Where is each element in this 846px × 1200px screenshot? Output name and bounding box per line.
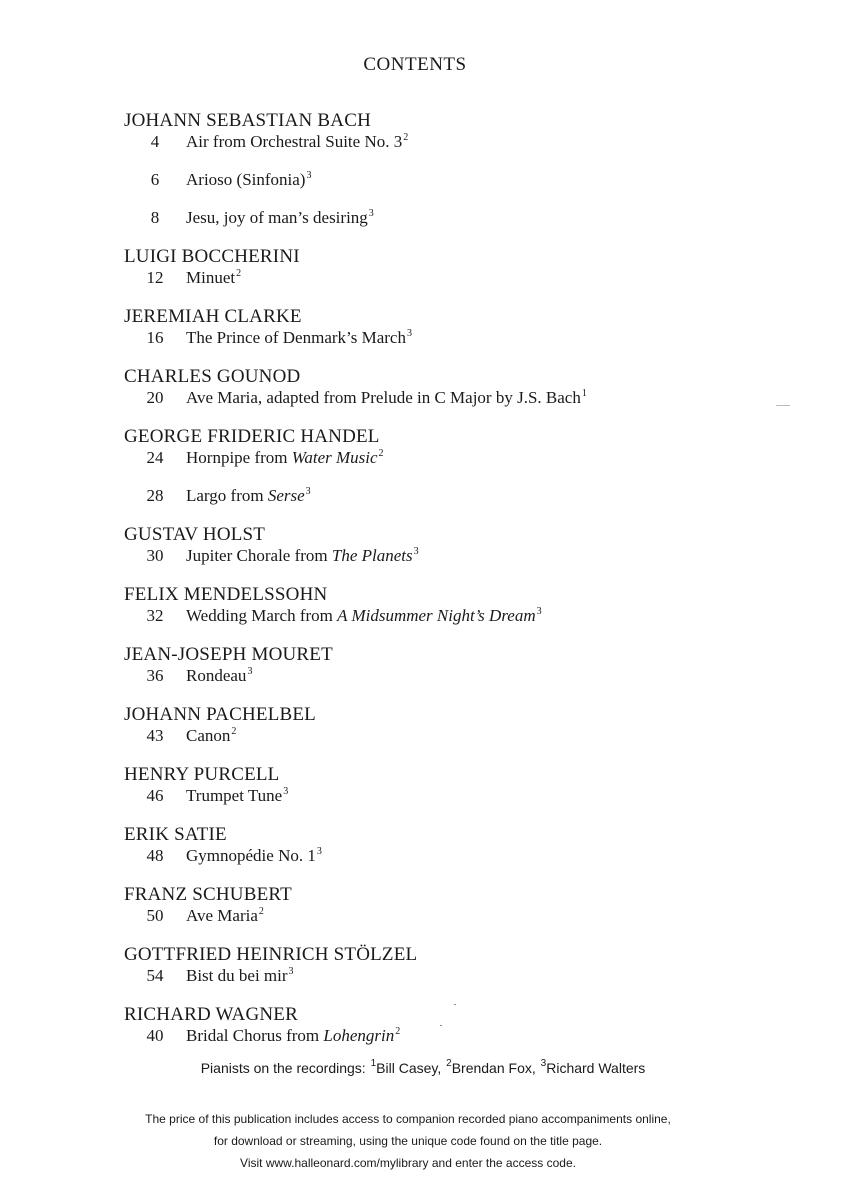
composer-section bbox=[124, 704, 804, 746]
page-title: CONTENTS bbox=[363, 54, 467, 75]
pianist-footnote-marker: 3 bbox=[316, 846, 322, 857]
pianist-name: Richard Walters bbox=[546, 1060, 646, 1076]
page-number: 43 bbox=[146, 726, 164, 745]
piece-title-text: Air from Orchestral Suite No. 3 bbox=[186, 132, 403, 151]
pianist-footnote-marker: 3 bbox=[536, 606, 542, 617]
page-number: 46 bbox=[146, 786, 164, 805]
composer-section bbox=[124, 110, 804, 228]
piece-title bbox=[186, 132, 804, 152]
piece-title-text: Ave Maria, adapted from Prelude in C Major by J.S. Bach bbox=[186, 388, 581, 407]
composer-section bbox=[124, 584, 804, 626]
pianist-footnote-marker: 2 bbox=[258, 906, 264, 917]
composer-section bbox=[124, 884, 804, 926]
composer-section bbox=[124, 824, 804, 866]
page-number: 6 bbox=[150, 170, 160, 189]
piece-title-text: Minuet bbox=[186, 268, 236, 287]
toc-entry bbox=[124, 1026, 804, 1046]
toc-entry bbox=[124, 726, 804, 746]
page-number: 28 bbox=[146, 486, 164, 505]
composer-section bbox=[124, 246, 804, 288]
piece-title bbox=[186, 328, 804, 348]
composer-name: FELIX MENDELSSOHN bbox=[124, 584, 328, 605]
notice-line: Visit www.halleonard.com/mylibrary and enter the access code. bbox=[240, 1156, 576, 1170]
composer-name: ERIK SATIE bbox=[124, 824, 227, 845]
composer-name: LUIGI BOCCHERINI bbox=[124, 246, 300, 267]
toc-entry bbox=[124, 170, 804, 190]
piece-title bbox=[186, 726, 804, 746]
pianist-footnote-marker: 3 bbox=[413, 546, 419, 557]
piece-title bbox=[186, 666, 804, 686]
piece-title-text: Canon bbox=[186, 726, 231, 745]
piece-title-text: Ave Maria bbox=[186, 906, 258, 925]
composer-name: HENRY PURCELL bbox=[124, 764, 280, 785]
piece-title-text: Gymnopédie No. 1 bbox=[186, 846, 316, 865]
pianist-footnote-marker: 2 bbox=[378, 448, 384, 459]
toc-entry bbox=[124, 906, 804, 926]
access-notice bbox=[0, 1108, 816, 1174]
composer-name: FRANZ SCHUBERT bbox=[124, 884, 292, 905]
toc-entry bbox=[124, 966, 804, 986]
page-number: 30 bbox=[146, 546, 164, 565]
work-title-italic: Water Music bbox=[291, 448, 378, 467]
pianist-footnote-marker: 1 bbox=[581, 388, 587, 399]
pianist-footnote-marker: 3 bbox=[368, 208, 374, 219]
scan-speck bbox=[440, 1025, 442, 1026]
composer-name: RICHARD WAGNER bbox=[124, 1004, 298, 1025]
toc-entry bbox=[124, 388, 804, 408]
toc-entry bbox=[124, 546, 804, 566]
toc-entry bbox=[124, 328, 804, 348]
work-title-italic: The Planets bbox=[331, 546, 413, 565]
pianist-footnote-marker: 2 bbox=[236, 268, 242, 279]
page-number: 48 bbox=[146, 846, 164, 865]
toc-entry bbox=[124, 666, 804, 686]
piece-title bbox=[186, 846, 804, 866]
composer-name: JOHANN PACHELBEL bbox=[124, 704, 316, 725]
page-number: 16 bbox=[146, 328, 164, 347]
piece-title bbox=[186, 546, 804, 566]
piece-title bbox=[186, 486, 804, 506]
piece-title-text: Wedding March from bbox=[186, 606, 338, 625]
notice-line: for download or streaming, using the unique code found on the title page. bbox=[213, 1134, 603, 1148]
piece-title bbox=[186, 906, 804, 926]
composer-section bbox=[124, 944, 804, 986]
composer-name: GEORGE FRIDERIC HANDEL bbox=[124, 426, 380, 447]
pianist-footnote-marker: 3 bbox=[406, 328, 412, 339]
notice-line: The price of this publication includes access to companion recorded piano accompaniments online, bbox=[145, 1112, 671, 1126]
piece-title-text: Bist du bei mir bbox=[186, 966, 288, 985]
composer-section bbox=[124, 644, 804, 686]
composer-name: JEREMIAH CLARKE bbox=[124, 306, 302, 327]
composer-name: JEAN-JOSEPH MOURET bbox=[124, 644, 333, 665]
scan-speck bbox=[776, 405, 790, 406]
piece-title bbox=[186, 208, 804, 228]
table-of-contents bbox=[124, 110, 804, 1064]
page-number: 12 bbox=[146, 268, 164, 287]
page-number: 24 bbox=[146, 448, 164, 467]
composer-section bbox=[124, 306, 804, 348]
pianist-footnote-marker: 3 bbox=[306, 170, 312, 181]
work-title-italic: A Midsummer Night’s Dream bbox=[337, 606, 536, 625]
piece-title-text: Hornpipe from bbox=[186, 448, 292, 467]
piece-title-text: Rondeau bbox=[186, 666, 247, 685]
piece-title-text: Jupiter Chorale from bbox=[186, 546, 332, 565]
piece-title bbox=[186, 966, 804, 986]
page-number: 20 bbox=[146, 388, 164, 407]
work-title-italic: Serse bbox=[267, 486, 305, 505]
pianists-credit bbox=[0, 1060, 846, 1076]
pianist-footnote-marker: 3 bbox=[305, 486, 311, 497]
toc-entry bbox=[124, 846, 804, 866]
piece-title bbox=[186, 388, 804, 408]
pianist-footnote-marker: 2 bbox=[231, 726, 237, 737]
piece-title bbox=[186, 1026, 804, 1046]
piece-title bbox=[186, 268, 804, 288]
piece-title bbox=[186, 786, 804, 806]
pianist-name: Brendan Fox bbox=[451, 1060, 532, 1076]
piece-title-text: Bridal Chorus from bbox=[186, 1026, 324, 1045]
pianist-number: 1 bbox=[370, 1058, 377, 1069]
piece-title-text: Trumpet Tune bbox=[186, 786, 283, 805]
pianist-footnote-marker: 2 bbox=[395, 1026, 401, 1037]
piece-title bbox=[186, 606, 804, 626]
toc-entry bbox=[124, 448, 804, 468]
page-number: 32 bbox=[146, 606, 164, 625]
piece-title-text: The Prince of Denmark’s March bbox=[186, 328, 406, 347]
toc-entry bbox=[124, 132, 804, 152]
composer-section bbox=[124, 426, 804, 506]
scan-speck bbox=[454, 1004, 456, 1005]
pianist-number: 2 bbox=[446, 1058, 452, 1069]
piece-title bbox=[186, 448, 804, 468]
pianist-name: Bill Casey bbox=[376, 1060, 438, 1076]
composer-name: GOTTFRIED HEINRICH STÖLZEL bbox=[124, 944, 418, 965]
composer-section bbox=[124, 764, 804, 806]
toc-entry bbox=[124, 606, 804, 626]
composer-section bbox=[124, 1004, 804, 1046]
composer-name: GUSTAV HOLST bbox=[124, 524, 266, 545]
page-number: 40 bbox=[146, 1026, 164, 1045]
separator: , bbox=[531, 1060, 540, 1076]
separator: , bbox=[437, 1060, 446, 1076]
page-number: 54 bbox=[146, 966, 164, 985]
pianists-intro: Pianists on the recordings: bbox=[200, 1060, 370, 1076]
toc-entry bbox=[124, 268, 804, 288]
pianist-footnote-marker: 3 bbox=[247, 666, 253, 677]
toc-entry bbox=[124, 786, 804, 806]
composer-name: CHARLES GOUNOD bbox=[124, 366, 301, 387]
piece-title-text: Arioso (Sinfonia) bbox=[186, 170, 306, 189]
piece-title bbox=[186, 170, 804, 190]
pianist-footnote-marker: 3 bbox=[283, 786, 289, 797]
piece-title-text: Largo from bbox=[186, 486, 268, 505]
page-number: 36 bbox=[146, 666, 164, 685]
page-number: 8 bbox=[150, 208, 160, 227]
page-number: 4 bbox=[150, 132, 160, 151]
toc-entry bbox=[124, 208, 804, 228]
composer-section bbox=[124, 366, 804, 408]
toc-entry bbox=[124, 486, 804, 506]
pianist-footnote-marker: 3 bbox=[288, 966, 294, 977]
composer-name: JOHANN SEBASTIAN BACH bbox=[124, 110, 371, 131]
work-title-italic: Lohengrin bbox=[323, 1026, 395, 1045]
composer-section bbox=[124, 524, 804, 566]
pianist-number: 3 bbox=[540, 1058, 547, 1069]
page-number: 50 bbox=[146, 906, 164, 925]
piece-title-text: Jesu, joy of man’s desiring bbox=[186, 208, 368, 227]
pianist-footnote-marker: 2 bbox=[403, 132, 409, 143]
